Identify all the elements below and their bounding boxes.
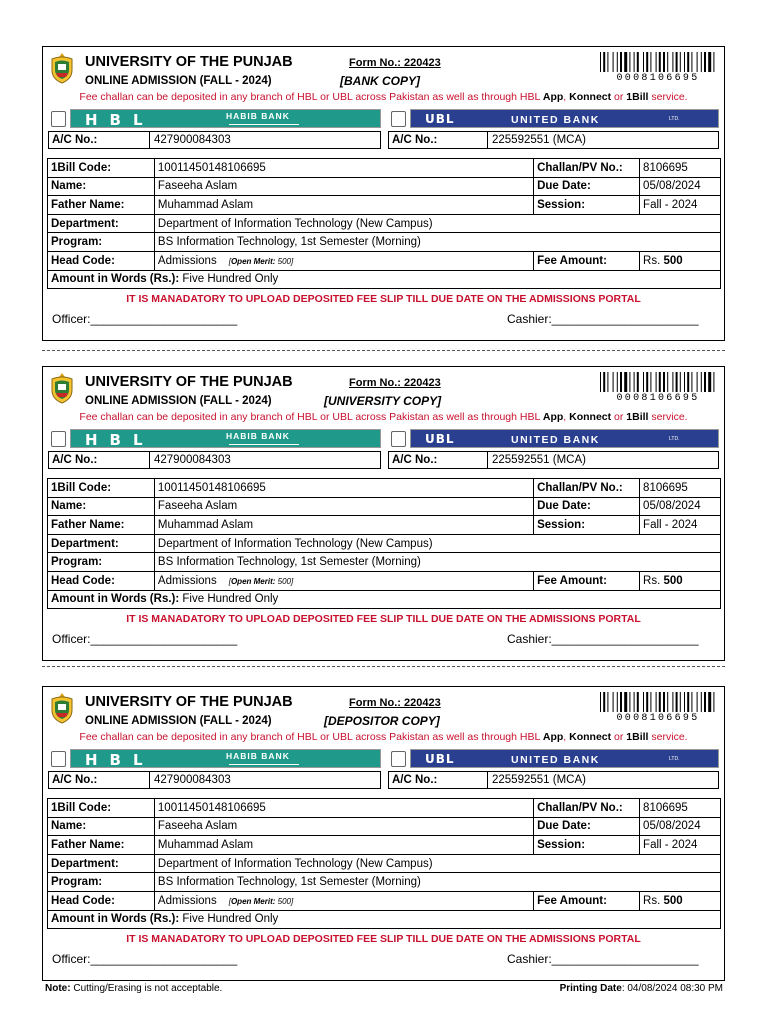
department-value: Department of Information Technology (New Campus) (154, 854, 720, 873)
deposit-notice: Fee challan can be deposited in any branch of HBL or UBL across Pakistan as well as through HBL App, Konnect or 1Bill service. (79, 91, 688, 103)
barcode-bar (637, 692, 639, 712)
table-row (48, 534, 721, 553)
challan-number-value: 8106695 (640, 799, 721, 818)
challan-details-table (47, 158, 721, 289)
barcode-bar (650, 52, 651, 72)
deposit-notice: Fee challan can be deposited in any branch of HBL or UBL across Pakistan as well as through HBL App, Konnect or 1Bill service. (79, 731, 688, 743)
barcode-bar (603, 692, 605, 712)
hbl-checkbox[interactable] (51, 111, 66, 127)
ubl-logo: UBL (425, 432, 455, 446)
hbl-account-number: 427900084303 (154, 774, 231, 786)
cashier-signature-line: Cashier:______________________ (507, 632, 699, 646)
challan-details-table (47, 798, 721, 929)
barcode-bar (663, 372, 665, 392)
ubl-ltd: LTD. (669, 116, 680, 122)
name-value: Faseeha Aslam (154, 817, 533, 836)
barcode-bar (617, 372, 618, 392)
challan-number-label: Challan/PV No.: (534, 159, 640, 178)
depositor-copy-slip (42, 686, 725, 981)
barcode-bar (708, 52, 711, 72)
barcode-bar (637, 52, 639, 72)
ubl-checkbox[interactable] (391, 431, 406, 447)
due-date-value: 05/08/2024 (640, 817, 721, 836)
barcode-bar (676, 52, 678, 72)
onebill-code-value: 10011450148106695 (154, 799, 533, 818)
admission-title: ONLINE ADMISSION (FALL - 2024) (85, 75, 272, 87)
table-row (48, 270, 721, 289)
table-row (48, 553, 721, 572)
barcode-digits: 0008106695 (616, 393, 700, 404)
hbl-urdu-script-icon (229, 761, 299, 765)
father-name-label: Father Name: (48, 836, 155, 855)
barcode-bar (650, 372, 651, 392)
barcode-bar (701, 692, 702, 712)
copy-type-label: [BANK COPY] (340, 74, 420, 88)
table-row (48, 836, 721, 855)
name-label: Name: (48, 817, 155, 836)
father-name-value: Muhammad Aslam (154, 836, 533, 855)
barcode-bar (646, 692, 648, 712)
hbl-urdu-script-icon (229, 121, 299, 125)
ubl-account-label: A/C No.: (389, 452, 488, 468)
department-label: Department: (48, 214, 155, 233)
due-date-label: Due Date: (534, 817, 640, 836)
barcode-bar (617, 692, 618, 712)
due-date-label: Due Date: (534, 497, 640, 516)
fee-amount-label: Fee Amount: (534, 251, 640, 270)
table-row (48, 910, 721, 929)
barcode-bar (617, 52, 618, 72)
barcode-bar (620, 52, 622, 72)
ubl-bank-row (388, 108, 719, 130)
table-row (48, 817, 721, 836)
ubl-bank-row (388, 428, 719, 450)
hbl-account-number: 427900084303 (154, 134, 231, 146)
mandatory-upload-notice: IT IS MANADATORY TO UPLOAD DEPOSITED FEE SLIP TILL DUE DATE ON THE ADMISSIONS PORTAL (126, 933, 641, 945)
barcode-bar (656, 52, 657, 72)
barcode-bar (687, 52, 689, 72)
barcode-bar (691, 372, 692, 392)
university-name: UNIVERSITY OF THE PUNJAB (85, 374, 293, 390)
hbl-account-number: 427900084303 (154, 454, 231, 466)
ubl-ltd: LTD. (669, 436, 680, 442)
table-row (48, 159, 721, 178)
barcode-bar (600, 52, 601, 72)
barcode-bar (643, 372, 644, 392)
barcode-bar (629, 372, 630, 392)
department-value: Department of Information Technology (New Campus) (154, 534, 720, 553)
barcode-bar (634, 372, 635, 392)
barcode-digits: 0008106695 (616, 73, 700, 84)
barcode (600, 692, 715, 712)
cut-line (42, 350, 725, 351)
barcode-bar (603, 372, 605, 392)
barcode-bar (620, 692, 622, 712)
session-value: Fall - 2024 (640, 516, 721, 535)
challan-number-value: 8106695 (640, 479, 721, 498)
barcode-bar (663, 692, 665, 712)
name-label: Name: (48, 497, 155, 516)
admission-title: ONLINE ADMISSION (FALL - 2024) (85, 395, 272, 407)
session-label: Session: (534, 516, 640, 535)
table-row (48, 571, 721, 590)
mandatory-upload-notice: IT IS MANADATORY TO UPLOAD DEPOSITED FEE SLIP TILL DUE DATE ON THE ADMISSIONS PORTAL (126, 613, 641, 625)
department-label: Department: (48, 534, 155, 553)
table-row (48, 516, 721, 535)
onebill-code-label: 1Bill Code: (48, 159, 155, 178)
barcode-bar (643, 52, 644, 72)
hbl-checkbox[interactable] (51, 431, 66, 447)
table-row (48, 233, 721, 252)
barcode-bar (656, 372, 657, 392)
barcode-bar (659, 372, 661, 392)
amount-in-words: Amount in Words (Rs.): Five Hundred Only (48, 910, 721, 929)
hbl-bank-row (48, 108, 381, 130)
name-value: Faseeha Aslam (154, 177, 533, 196)
copy-type-label: [DEPOSITOR COPY] (324, 714, 440, 728)
ubl-checkbox[interactable] (391, 751, 406, 767)
hbl-logo: HBL (85, 111, 155, 129)
table-row (48, 214, 721, 233)
ubl-banner (410, 749, 719, 768)
barcode-bar (603, 52, 605, 72)
ubl-ltd: LTD. (669, 756, 680, 762)
due-date-label: Due Date: (534, 177, 640, 196)
program-label: Program: (48, 873, 155, 892)
barcode-bar (701, 372, 702, 392)
barcode-bar (684, 372, 685, 392)
barcode-bar (713, 372, 714, 392)
barcode-bar (607, 372, 608, 392)
father-name-value: Muhammad Aslam (154, 516, 533, 535)
footer-note: Note: Cutting/Erasing is not acceptable. (45, 983, 223, 994)
copy-type-label: [UNIVERSITY COPY] (324, 394, 442, 408)
hbl-banner (70, 429, 381, 448)
cashier-signature-line: Cashier:______________________ (507, 952, 699, 966)
program-value: BS Information Technology, 1st Semester (Morning) (154, 553, 720, 572)
barcode-bar (613, 692, 614, 712)
fee-amount-label: Fee Amount: (534, 571, 640, 590)
hbl-checkbox[interactable] (51, 751, 66, 767)
barcode-digits: 0008106695 (616, 713, 700, 724)
barcode-bar (607, 692, 608, 712)
department-value: Department of Information Technology (New Campus) (154, 214, 720, 233)
barcode-bar (697, 372, 698, 392)
amount-in-words: Amount in Words (Rs.): Five Hundred Only (48, 590, 721, 609)
bank-copy-slip (42, 46, 725, 341)
onebill-code-label: 1Bill Code: (48, 799, 155, 818)
barcode-bar (704, 372, 706, 392)
barcode-bar (637, 372, 639, 392)
barcode-bar (676, 692, 678, 712)
barcode-bar (687, 372, 689, 392)
barcode-bar (680, 52, 681, 72)
barcode-bar (629, 692, 630, 712)
barcode-bar (713, 692, 714, 712)
head-code-label: Head Code: (48, 891, 155, 910)
barcode-bar (687, 692, 689, 712)
ubl-checkbox[interactable] (391, 111, 406, 127)
hbl-account-box (48, 771, 381, 789)
barcode (600, 372, 715, 392)
table-row (48, 479, 721, 498)
barcode-bar (600, 692, 601, 712)
hbl-logo: HBL (85, 751, 155, 769)
barcode-bar (646, 372, 648, 392)
officer-signature-line: Officer:______________________ (52, 952, 238, 966)
challan-number-label: Challan/PV No.: (534, 479, 640, 498)
barcode-bar (607, 52, 608, 72)
officer-signature-line: Officer:______________________ (52, 312, 238, 326)
admission-title: ONLINE ADMISSION (FALL - 2024) (85, 715, 272, 727)
barcode-bar (667, 692, 668, 712)
onebill-code-label: 1Bill Code: (48, 479, 155, 498)
hbl-account-label: A/C No.: (49, 452, 150, 468)
barcode-bar (624, 52, 627, 72)
program-value: BS Information Technology, 1st Semester (Morning) (154, 873, 720, 892)
fee-amount-value: Rs. 500 (640, 891, 721, 910)
cashier-signature-line: Cashier:______________________ (507, 312, 699, 326)
barcode-bar (620, 372, 622, 392)
head-code-value: Admissions [Open Merit: 500] (154, 251, 533, 270)
university-name: UNIVERSITY OF THE PUNJAB (85, 54, 293, 70)
ubl-account-label: A/C No.: (389, 132, 488, 148)
father-name-label: Father Name: (48, 196, 155, 215)
form-number: Form No.: 220423 (349, 57, 441, 69)
table-row (48, 497, 721, 516)
mandatory-upload-notice: IT IS MANADATORY TO UPLOAD DEPOSITED FEE SLIP TILL DUE DATE ON THE ADMISSIONS PORTAL (126, 293, 641, 305)
hbl-bank-name: HABIB BANK (226, 751, 290, 761)
open-merit-note: [Open Merit: 500] (228, 896, 294, 906)
barcode-bar (672, 692, 673, 712)
hbl-banner (70, 109, 381, 128)
head-code-label: Head Code: (48, 571, 155, 590)
university-crest-icon (48, 692, 76, 724)
ubl-logo: UBL (425, 752, 455, 766)
table-row (48, 873, 721, 892)
ubl-bank-name: UNITED BANK (511, 434, 600, 446)
table-row (48, 799, 721, 818)
ubl-banner (410, 109, 719, 128)
barcode-bar (650, 692, 651, 712)
fee-amount-value: Rs. 500 (640, 251, 721, 270)
fee-amount-value: Rs. 500 (640, 571, 721, 590)
father-name-value: Muhammad Aslam (154, 196, 533, 215)
barcode-bar (659, 692, 661, 712)
table-row (48, 854, 721, 873)
barcode-bar (663, 52, 665, 72)
hbl-account-box (48, 131, 381, 149)
table-row (48, 196, 721, 215)
barcode-bar (613, 372, 614, 392)
barcode-bar (708, 692, 711, 712)
barcode-bar (684, 52, 685, 72)
university-crest-icon (48, 52, 76, 84)
printing-date: Printing Date: 04/08/2024 08:30 PM (559, 983, 723, 994)
ubl-banner (410, 429, 719, 448)
ubl-logo: UBL (425, 112, 455, 126)
hbl-logo: HBL (85, 431, 155, 449)
barcode (600, 52, 715, 72)
barcode-bar (667, 52, 668, 72)
barcode-bar (691, 692, 692, 712)
program-label: Program: (48, 553, 155, 572)
barcode-bar (704, 692, 706, 712)
barcode-bar (659, 52, 661, 72)
form-number: Form No.: 220423 (349, 697, 441, 709)
barcode-bar (613, 52, 614, 72)
session-value: Fall - 2024 (640, 196, 721, 215)
officer-signature-line: Officer:______________________ (52, 632, 238, 646)
barcode-bar (624, 372, 627, 392)
barcode-bar (701, 52, 702, 72)
hbl-banner (70, 749, 381, 768)
ubl-account-box (388, 131, 719, 149)
barcode-bar (634, 692, 635, 712)
hbl-bank-name: HABIB BANK (226, 431, 290, 441)
barcode-bar (672, 52, 673, 72)
hbl-account-label: A/C No.: (49, 132, 150, 148)
hbl-account-label: A/C No.: (49, 772, 150, 788)
challan-number-value: 8106695 (640, 159, 721, 178)
barcode-bar (646, 52, 648, 72)
ubl-bank-row (388, 748, 719, 770)
fee-amount-label: Fee Amount: (534, 891, 640, 910)
university-name: UNIVERSITY OF THE PUNJAB (85, 694, 293, 710)
barcode-bar (697, 52, 698, 72)
table-row (48, 177, 721, 196)
hbl-bank-name: HABIB BANK (226, 111, 290, 121)
ubl-bank-name: UNITED BANK (511, 754, 600, 766)
table-row (48, 590, 721, 609)
head-code-value: Admissions [Open Merit: 500] (154, 891, 533, 910)
challan-number-label: Challan/PV No.: (534, 799, 640, 818)
barcode-bar (684, 692, 685, 712)
barcode-bar (672, 372, 673, 392)
barcode-bar (600, 372, 601, 392)
open-merit-note: [Open Merit: 500] (228, 576, 294, 586)
ubl-account-box (388, 771, 719, 789)
name-label: Name: (48, 177, 155, 196)
barcode-bar (691, 52, 692, 72)
barcode-bar (708, 372, 711, 392)
due-date-value: 05/08/2024 (640, 497, 721, 516)
barcode-bar (680, 372, 681, 392)
open-merit-note: [Open Merit: 500] (228, 256, 294, 266)
head-code-label: Head Code: (48, 251, 155, 270)
program-label: Program: (48, 233, 155, 252)
barcode-bar (643, 692, 644, 712)
barcode-bar (704, 52, 706, 72)
ubl-account-label: A/C No.: (389, 772, 488, 788)
onebill-code-value: 10011450148106695 (154, 479, 533, 498)
barcode-bar (667, 372, 668, 392)
ubl-account-number: 225592551 (MCA) (492, 774, 586, 786)
barcode-bar (713, 52, 714, 72)
form-number: Form No.: 220423 (349, 377, 441, 389)
barcode-bar (629, 52, 630, 72)
ubl-account-box (388, 451, 719, 469)
ubl-bank-name: UNITED BANK (511, 114, 600, 126)
barcode-bar (624, 692, 627, 712)
hbl-bank-row (48, 428, 381, 450)
session-label: Session: (534, 196, 640, 215)
hbl-urdu-script-icon (229, 441, 299, 445)
barcode-bar (680, 692, 681, 712)
due-date-value: 05/08/2024 (640, 177, 721, 196)
name-value: Faseeha Aslam (154, 497, 533, 516)
department-label: Department: (48, 854, 155, 873)
table-row (48, 251, 721, 270)
ubl-account-number: 225592551 (MCA) (492, 454, 586, 466)
program-value: BS Information Technology, 1st Semester (Morning) (154, 233, 720, 252)
university-copy-slip (42, 366, 725, 661)
university-crest-icon (48, 372, 76, 404)
father-name-label: Father Name: (48, 516, 155, 535)
barcode-bar (634, 52, 635, 72)
barcode-bar (656, 692, 657, 712)
hbl-bank-row (48, 748, 381, 770)
table-row (48, 891, 721, 910)
deposit-notice: Fee challan can be deposited in any branch of HBL or UBL across Pakistan as well as through HBL App, Konnect or 1Bill service. (79, 411, 688, 423)
session-label: Session: (534, 836, 640, 855)
hbl-account-box (48, 451, 381, 469)
head-code-value: Admissions [Open Merit: 500] (154, 571, 533, 590)
cut-line (42, 666, 725, 667)
barcode-bar (697, 692, 698, 712)
onebill-code-value: 10011450148106695 (154, 159, 533, 178)
ubl-account-number: 225592551 (MCA) (492, 134, 586, 146)
session-value: Fall - 2024 (640, 836, 721, 855)
barcode-bar (676, 372, 678, 392)
amount-in-words: Amount in Words (Rs.): Five Hundred Only (48, 270, 721, 289)
challan-details-table (47, 478, 721, 609)
